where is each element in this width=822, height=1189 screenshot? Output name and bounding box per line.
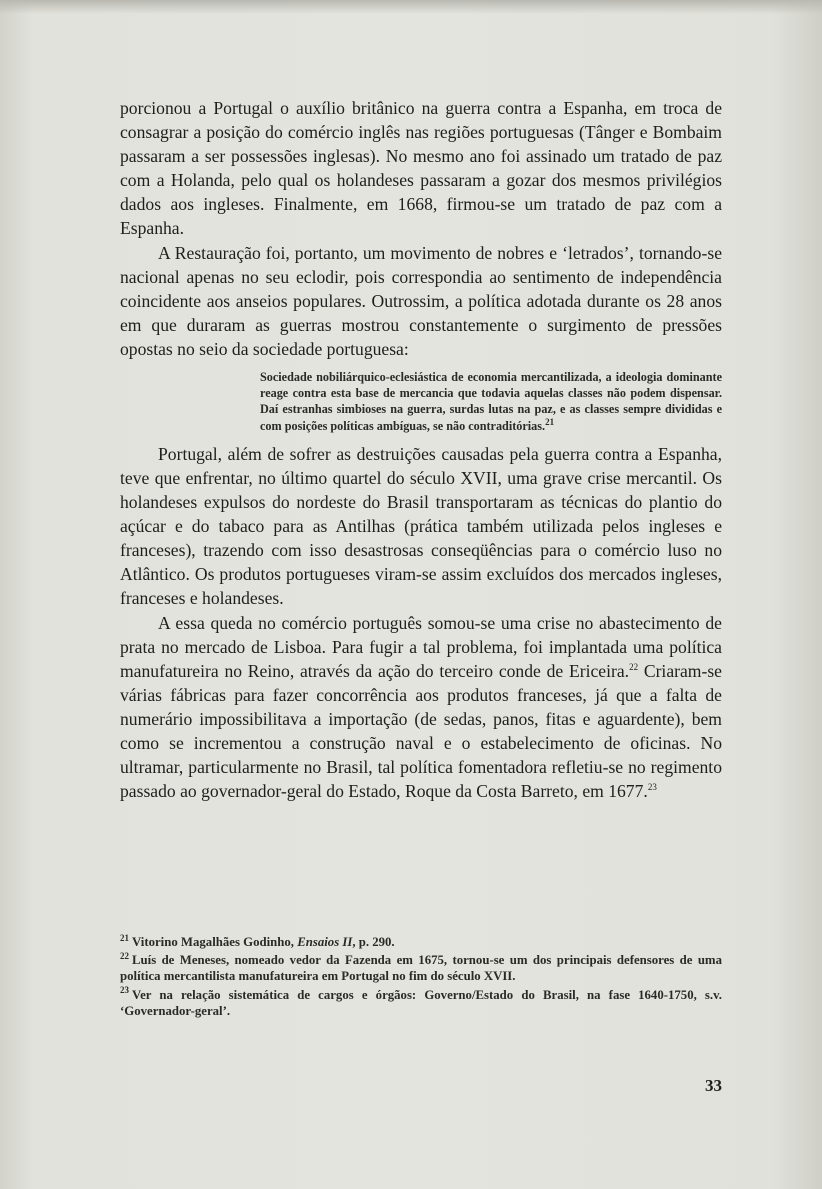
block-quote [260, 369, 722, 434]
footnote-ref-22: 22 [629, 661, 639, 672]
quote-text: Sociedade nobiliárquico-eclesiástica de economia mercantilizada, a ideologia dominante reage contra esta base de mercancia que todavia aquelas classes não podem dispensar. Daí estranhas simbioses na guerra, surdas lutas na paz, e as classes sempre divididas e com posições políticas ambíguas, se não contraditórias. [260, 370, 722, 433]
body-text [120, 96, 722, 803]
quote-footnote-ref: 21 [545, 416, 555, 427]
paragraph-3: Portugal, além de sofrer as destruições causadas pela guerra contra a Espanha, teve que enfrentar, no último quartel do século XVII, uma grave crise mercantil. Os holandeses expulsos do nordeste do Brasil transportaram as técnicas do plantio do açúcar e do tabaco para as Antilhas (prática também utilizada pelos ingleses e franceses), trazendo com isso desastrosas conseqüências para o comércio luso no Atlântico. Os produtos portugueses viram-se assim excluídos dos mercados ingleses, franceses e holandeses. [120, 443, 722, 609]
page-number: 33 [705, 1076, 722, 1095]
footnote-number: 23 [120, 985, 129, 996]
footnote-number: 21 [120, 932, 129, 943]
footnote-ref-23: 23 [647, 782, 657, 793]
footnote-text: Luís de Meneses, nomeado vedor da Fazenda em 1675, tornou-se um dos principais defensores de uma política mercantilista manufatureira em Portugal no fim do século XVII. [120, 953, 722, 984]
paragraph-4-part-2: Criaram-se várias fábricas para fazer concorrência aos produtos franceses, já que a falta de numerário impossibilitava a importação (de sedas, panos, fitas e aguardente), bem como se incrementou a construção naval e o estabelecimento de oficinas. No ultramar, particularmente no Brasil, tal política fomentadora refletiu-se no regimento passado ao governador-geral do Estado, Roque da Costa Barreto, em 1677. [120, 660, 722, 802]
footnote-text-tail: , p. 290. [352, 935, 395, 949]
footnote-text: Ver na relação sistemática de cargos e órgãos: Governo/Estado do Brasil, na fase 1640-1750, s.v. ‘Governador-geral’. [120, 987, 722, 1018]
paragraph-2: A Restauração foi, portanto, um movimento de nobres e ‘letrados’, tornando-se nacional apenas no seu eclodir, pois correspondia ao sentimento de independência coincidente aos anseios populares. Outrossim, a política adotada durante os 28 anos em que duraram as guerras mostrou constantemente o surgimento de pressões opostas no seio da sociedade portuguesa: [120, 242, 722, 359]
footnote-title: Ensaios II [297, 935, 353, 949]
paragraph-1: porcionou a Portugal o auxílio britânico na guerra contra a Espanha, em troca de consagrar a posição do comércio inglês nas regiões portuguesas (Tânger e Bombaim passaram a ser possessões inglesas). No mesmo ano foi assinado um tratado de paz com a Holanda, pelo qual os holandeses passaram a gozar dos mesmos privilégios dados aos ingleses. Finalmente, em 1668, firmou-se um tratado de paz com a Espanha. [120, 98, 722, 239]
footnote-22 [120, 952, 722, 984]
footnote-21 [120, 934, 722, 950]
footnotes [120, 934, 722, 1021]
footnote-23 [120, 987, 722, 1019]
paragraph-4-part-1: A essa queda no comércio português somou-se uma crise no abastecimento de prata no mercado de Lisboa. Para fugir a tal problema, foi implantada uma política manufatureira no Reino, através da ação do terceiro conde de Ericeira. [120, 612, 722, 681]
paragraph-4 [120, 611, 722, 804]
footnote-number: 22 [120, 950, 129, 961]
footnote-text: Vitorino Magalhães Godinho, [132, 935, 298, 949]
